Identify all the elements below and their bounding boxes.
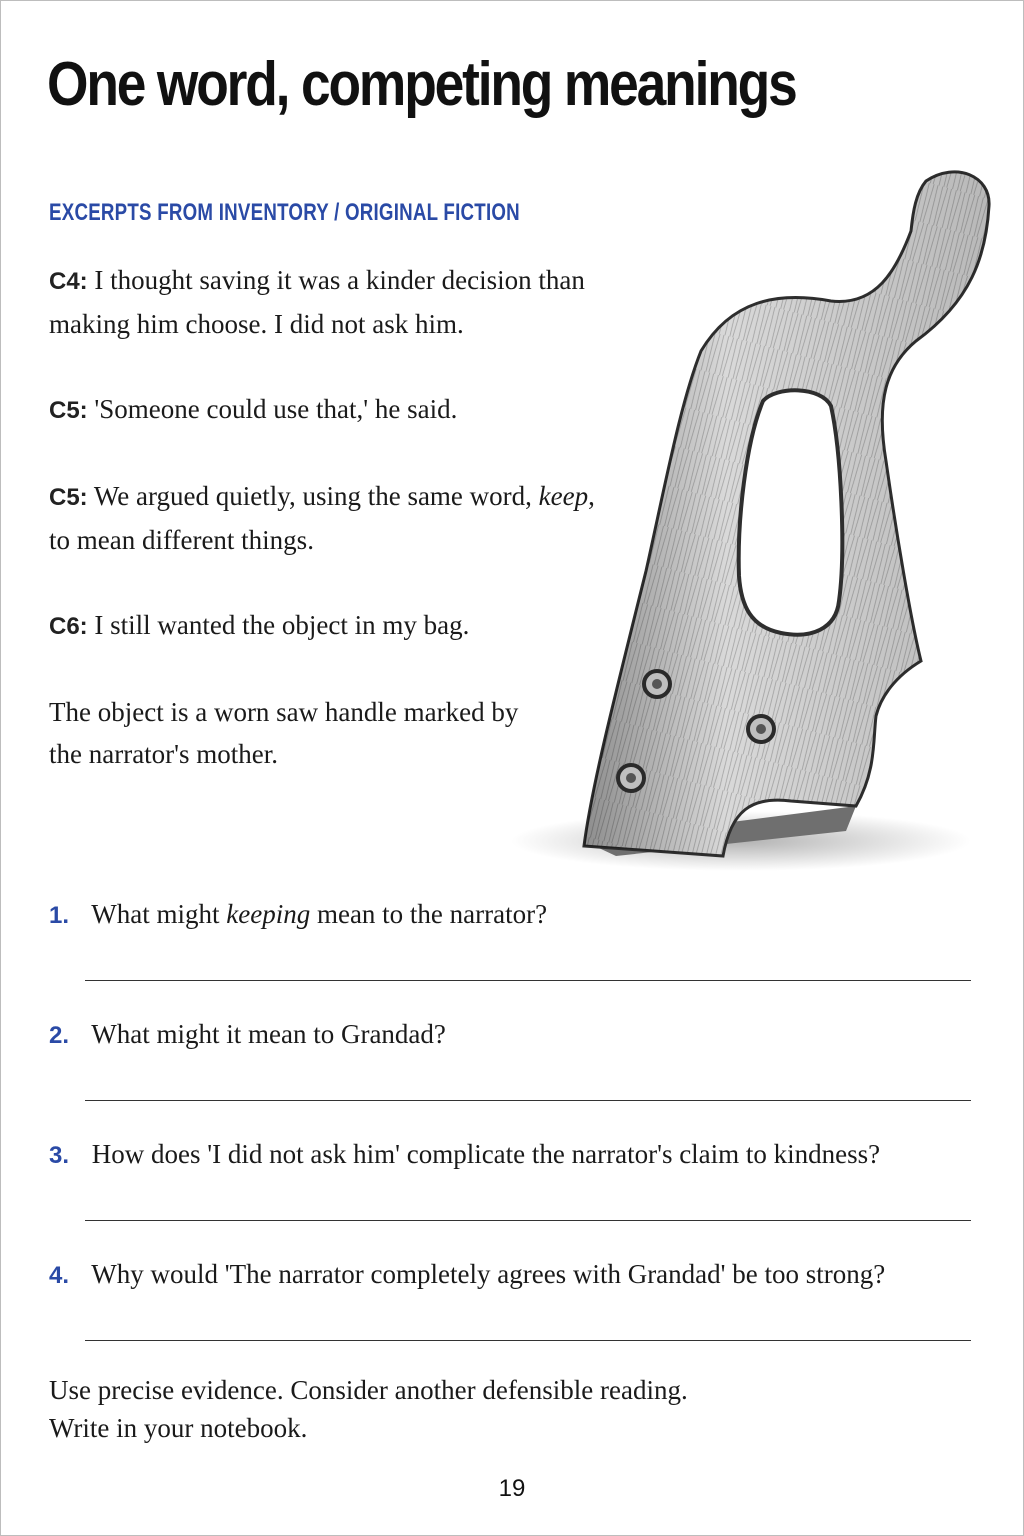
excerpt-code: C5: <box>49 484 88 511</box>
question-number: 1. <box>49 902 70 929</box>
excerpt-code: C4: <box>49 268 88 295</box>
excerpt-code: C6: <box>49 613 88 640</box>
instructions-line: Write in your notebook. <box>49 1413 308 1443</box>
instructions-note <box>49 1371 688 1447</box>
saw-handle-illustration <box>501 151 1001 891</box>
question-emphasis: keeping <box>226 899 311 929</box>
question-text: What might it mean to Grandad? <box>85 1019 446 1049</box>
answer-line[interactable] <box>85 1340 971 1341</box>
question-number: 4. <box>49 1262 70 1289</box>
question-1 <box>49 894 971 1014</box>
answer-line[interactable] <box>85 1220 971 1221</box>
question-text: How does 'I did not ask him' complicate the narrator's claim to kindness? <box>85 1139 881 1169</box>
answer-line[interactable] <box>85 980 971 981</box>
excerpt-text: I still wanted the object in my bag. <box>87 610 470 640</box>
object-note: The object is a worn saw handle marked by the narrator's mother. <box>49 697 519 769</box>
question-number: 3. <box>49 1142 70 1169</box>
question-list <box>49 894 971 1374</box>
question-2 <box>49 1014 971 1134</box>
excerpt-text: 'Someone could use that,' he said. <box>87 394 458 424</box>
question-3 <box>49 1134 971 1254</box>
section-subtitle: EXCERPTS FROM INVENTORY / ORIGINAL FICTION <box>49 199 520 226</box>
handle-grip-hole <box>739 390 843 634</box>
question-text: Why would 'The narrator completely agrees with Grandad' be too strong? <box>85 1259 886 1289</box>
question-4 <box>49 1254 971 1374</box>
answer-line[interactable] <box>85 1100 971 1101</box>
question-text: What might <box>85 899 227 929</box>
question-number: 2. <box>49 1022 70 1049</box>
question-text: mean to the narrator? <box>310 899 548 929</box>
excerpt-text: We argued quietly, using the same word, <box>87 481 539 511</box>
page-title: One word, competing meanings <box>47 50 796 119</box>
excerpt-text: I thought saving it was a kinder decision than making him choose. I did not ask him. <box>49 265 585 339</box>
excerpt-code: C5: <box>49 397 88 424</box>
excerpt-emphasis: keep <box>538 481 589 511</box>
excerpt-text: , to mean different things. <box>49 481 595 555</box>
instructions-line: Use precise evidence. Consider another defensible reading. <box>49 1375 688 1405</box>
page-number: 19 <box>498 1475 526 1502</box>
